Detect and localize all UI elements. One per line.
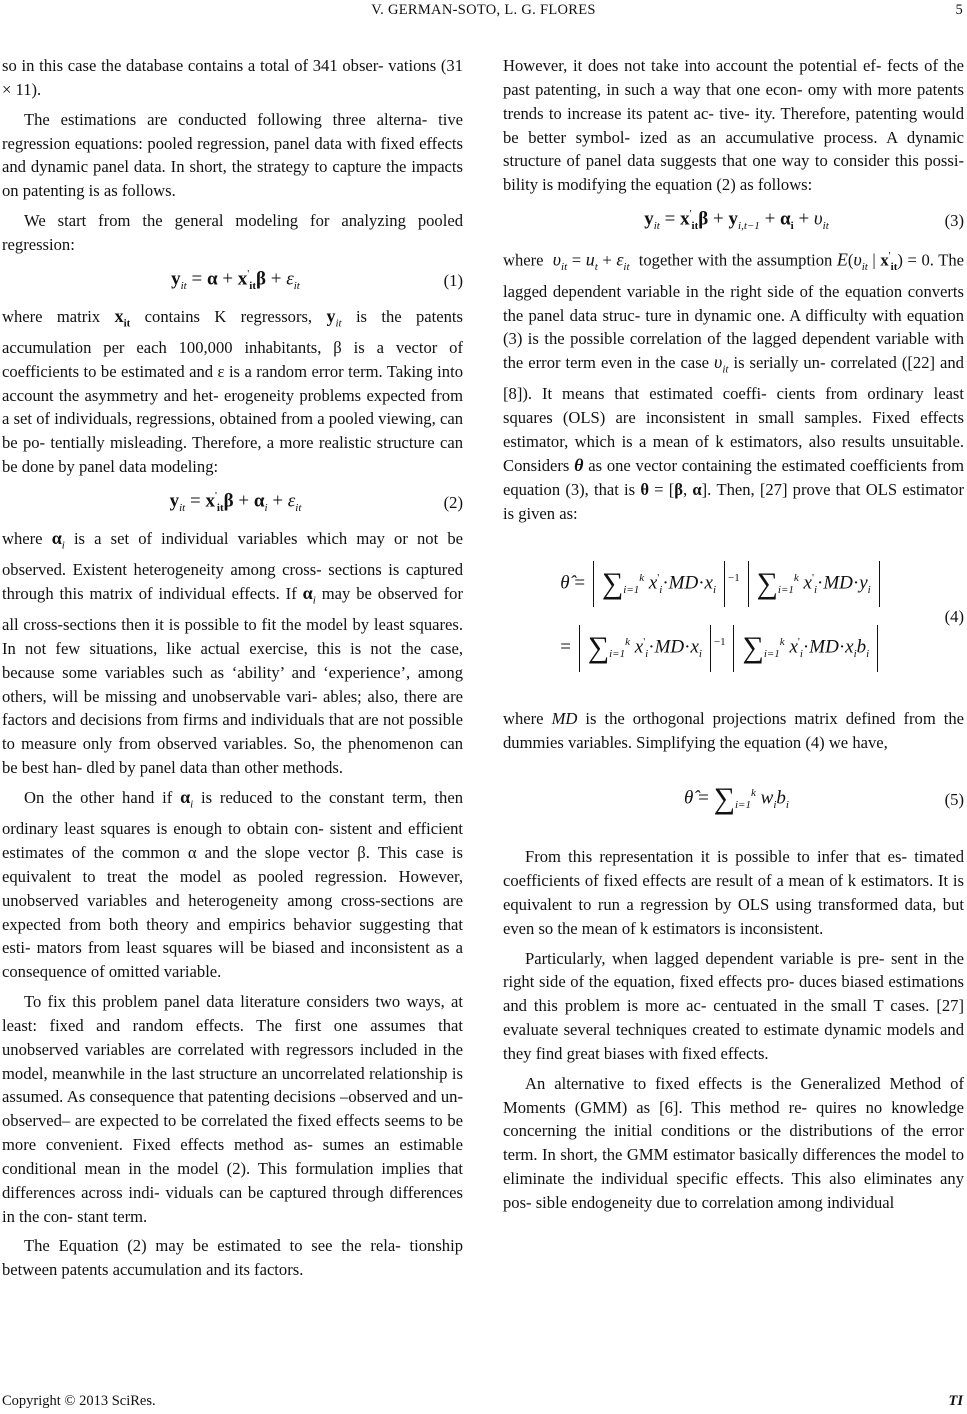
equation-4 xyxy=(503,531,964,701)
equation-number: (2) xyxy=(443,493,463,512)
equation-expression: θ̂ = $\sum_{i=1}^k$ $w_ib_i$ xyxy=(684,782,789,816)
journal-abbreviation: TI xyxy=(948,1393,963,1409)
equation-expression: $y_{it} = x'_{it}\beta + \alpha_i + \varepsilon_{it}$ xyxy=(169,489,302,515)
paragraph: From this representation it is possible to infer that es- timated coefficients of fixed effects are result of a mean of k estimators. It is equivalent to run a regression by OLS using transformed data, but even so the mean of k estimators is inconsistent. xyxy=(503,847,964,938)
paragraph: where MD is the orthogonal projections matrix defined from the dummies variables. Simplifying the equation (4) we have, xyxy=(503,709,964,753)
running-title: V. GERMAN-SOTO, L. G. FLORES xyxy=(371,2,596,18)
paragraph: The estimations are conducted following three alterna- tive regression equations: pooled regression, panel data with fixed effects and dynamic panel data. In short, the strategy to capture the impacts on patenting is as follows. xyxy=(2,109,463,201)
equation-number: (1) xyxy=(443,270,463,290)
equation-3 xyxy=(503,203,964,239)
paragraph: To fix this problem panel data literature considers two ways, at least: fixed and random effects. The first one assumes that unobserved variables are correlated with regressors included in the model, meanwhile in the last structure an uncorrelated relationship is assumed. As consequence that patenting decisions –observed and un- observed– are expected to be correlated the fixed effects seems to be more convenient. Fixed effects method as- sumes an estimable conditional mean in the model (2). This formulation implies that differences across indi- viduals can be captured through differences in the con- stant term. xyxy=(2,992,463,1226)
page-number: 5 xyxy=(955,2,963,18)
paragraph: so in this case the database contains a total of 341 obser- vations (31 × 11). xyxy=(2,56,463,99)
paragraph: where $\alpha_i$ is a set of individual variables which may or not be observed. Existent heterogeneity among cross- sections is captured through this matrix of individual effects. If $\alpha_i$ may be observed for all cross-sections then it is possible to fit the model by least squares. In not few situations, like actual exercise, this is not the case, because some variables such as ‘ability’ and ‘experience’, among others, will be missing and unobservable vari- ables; also, there are factors and decisions from firms and individuals that are not possible to measure only from observed variables. So, the phenomenon can be best han- dled by panel data than other methods. xyxy=(2,527,463,778)
equation-number: (4) xyxy=(944,606,964,626)
equation-1 xyxy=(2,263,463,299)
paragraph: where matrix $x_{it}$ contains K regressors, $y_{it}$ is the patents accumulation per each 100,000 inhabitants, β is a vector of coefficients to be estimated and ε is a random error term. Taking into account the asymmetry and het- erogeneity problems expected from a set of individuals, regressions, obtained from a pooled viewing, can be po- tentially misleading. Therefore, a more realistic structure can be done by panel data modeling: xyxy=(2,305,463,477)
paragraph: Particularly, when lagged dependent variable is pre- sent in the right side of the equation, fixed effects pro- duces biased estimations and this problem is more ac- centuated in the small T cases. [27] evaluate several techniques created to estimate dynamic models and they find great biases with fixed effects. xyxy=(503,948,964,1063)
equation-number: (5) xyxy=(944,790,964,810)
equation-expression: $y_{it} = x'_{it}\beta + y_{i,t-1} + \alpha_i + \upsilon_{it}$ xyxy=(644,208,829,233)
equation-expression: $y_{it} = \alpha + x'_{it}\beta + \varepsilon_{it}$ xyxy=(171,267,300,292)
right-column xyxy=(503,54,964,1221)
left-column xyxy=(2,54,463,1288)
running-header xyxy=(0,2,967,22)
equation-number: (3) xyxy=(944,211,964,231)
paragraph: However, it does not take into account the potential ef- fects of the past patenting, in such a way that one econ- omy with more patents trends to increase its patent ac- tive- ity. Therefore, patenting would be better symbol- ized as an accumulative process. A dynamic structure of panel data suggests that one way to consider this possi- bility is modifying the equation (2) as follows: xyxy=(503,56,964,195)
paragraph: On the other hand if $\alpha_i$ is reduced to the constant term, then ordinary least squares is enough to obtain con- sistent and efficient estimates of the common α and the slope vector β. This case is equivalent to treat the model as pooled regression. However, unobserved variables and heterogeneity among cross-sections are expected from both theory and empirics behavior suggesting that esti- mators from least squares will be biased and inconsistent as a consequence of omitted variable. xyxy=(2,786,464,982)
paragraph: An alternative to fixed effects is the Generalized Method of Moments (GMM) as [6]. This method re- quires no knowledge concerning the initial conditions or the distributions of the error term. In short, the GMM estimator basically differences the model to eliminate the individual specific effects. This also eliminates any pos- sible endogeneity due to correlation among individual xyxy=(503,1073,964,1212)
equation-expression: θ̂ = $\sum_{i=1}^k$ $x'_i\cdot MD\cdot x_i^{-1}$ $\sum_{i=1}^k$ $x'_i\cdot MD\cdot y_i$ = $\sum_{i=1}^k$ $x'_i\cdot MD\cdot x_i^{-1}$ $\sum_{i=1}^k$ $x'_i\cdot MD\cdot x_ib_i$ xyxy=(503,561,930,671)
equation-5 xyxy=(503,761,964,839)
copyright-notice: Copyright © 2013 SciRes. xyxy=(2,1393,156,1409)
paragraph: The Equation (2) may be estimated to see the rela- tionship between patents accumulation and its factors. xyxy=(2,1236,463,1280)
paragraph: We start from the general modeling for analyzing pooled regression: xyxy=(2,211,463,254)
equation-2 xyxy=(2,485,463,521)
paragraph: where $\upsilon_{it} = u_t + \varepsilon_{it}$ together with the assumption $E(\upsilon_{it}$ | $x'_{it}) = 0$. The lagged dependent variable in the right side of the equation converts the panel data struc- ture in dynamic one. A difficulty with equation (3) is the possible correlation of the lagged dependent variable with the error term even in the case $\upsilon_{it}$ is serially un- correlated ([22] and [8]). It means that estimated coeffi- cients from ordinary least squares (OLS) are inconsistent in small samples. Fixed effects estimator, which is a mean of k estimators, also results unsuitable. Considers θ as one vector containing the estimated coefficients from equation (3), that is θ = [β, α]. Then, [27] prove that OLS estimator is given as: xyxy=(503,249,965,523)
